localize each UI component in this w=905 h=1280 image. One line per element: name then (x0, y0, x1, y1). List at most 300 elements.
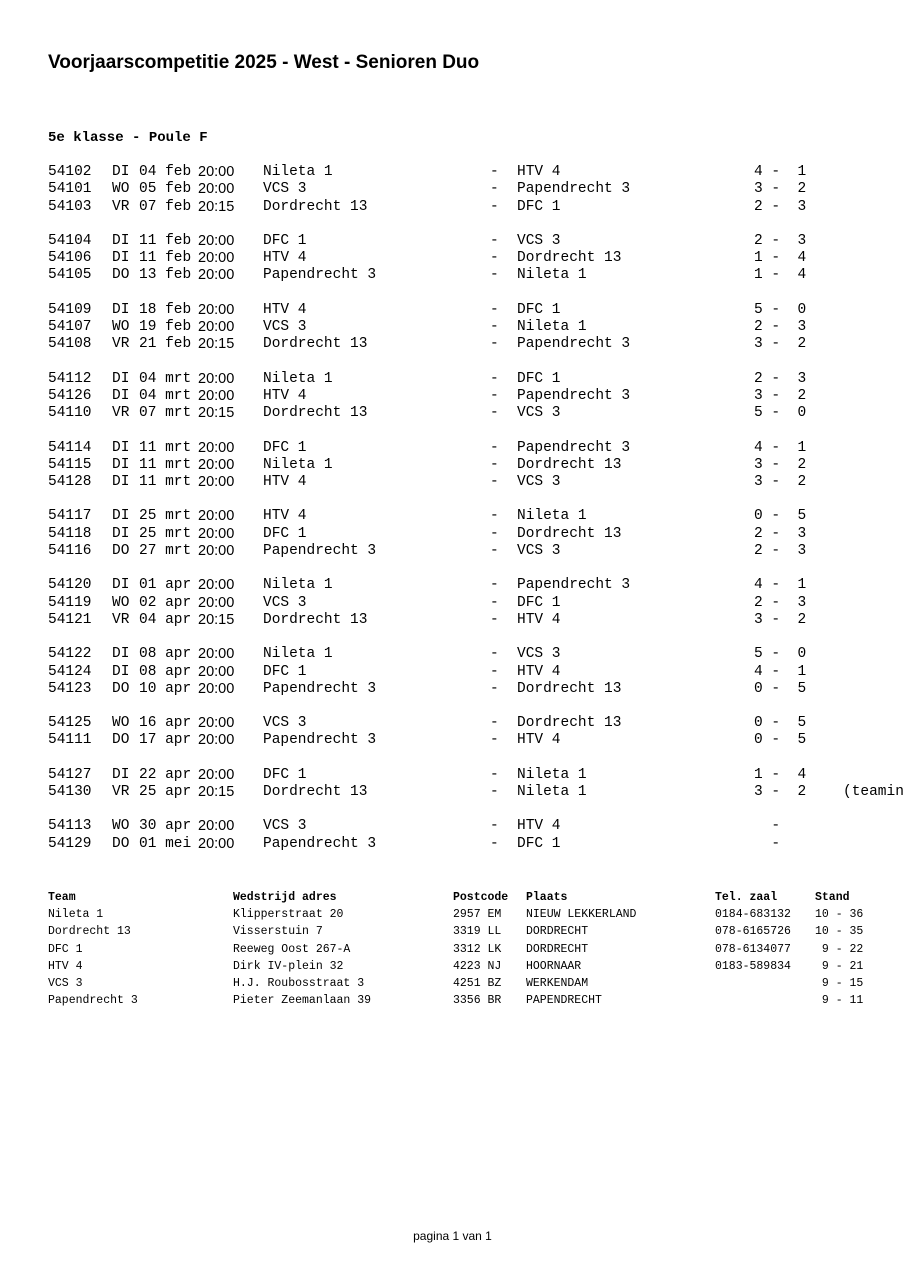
match-away-team: Nileta 1 (517, 319, 587, 336)
match-round (48, 818, 905, 853)
match-away-team: Dordrecht 13 (517, 715, 622, 732)
match-number: 54115 (48, 456, 92, 473)
match-number: 54110 (48, 405, 92, 422)
match-time: 20:00 (198, 232, 235, 249)
match-row (48, 371, 905, 388)
match-number: 54114 (48, 439, 92, 456)
match-home-team: HTV 4 (263, 250, 307, 267)
match-number: 54113 (48, 818, 92, 835)
match-time: 20:00 (198, 732, 235, 749)
match-score: 5 - 0 (754, 646, 807, 663)
match-away-team: HTV 4 (517, 164, 561, 180)
poule-heading: 5e klasse - Poule F (48, 130, 208, 146)
team-stand: 9 - 21 (815, 959, 864, 973)
match-time: 20:00 (198, 319, 235, 336)
match-score: 3 - 2 (754, 611, 807, 628)
match-home-team: Papendrecht 3 (263, 835, 377, 852)
match-separator: - (490, 715, 499, 732)
match-number: 54129 (48, 835, 92, 852)
match-home-team: HTV 4 (263, 387, 307, 404)
match-away-team: VCS 3 (517, 474, 561, 491)
match-date: 17 apr (139, 732, 192, 749)
match-score: 3 - 2 (754, 387, 807, 404)
team-postcode: 3312 LK (453, 942, 502, 956)
match-row (48, 526, 905, 543)
match-day: VR (112, 198, 130, 215)
match-away-team: Dordrecht 13 (517, 456, 622, 473)
match-number: 54111 (48, 732, 92, 749)
match-separator: - (490, 181, 499, 198)
match-separator: - (490, 766, 499, 783)
match-time: 20:00 (198, 250, 235, 267)
match-time: 20:15 (198, 784, 235, 801)
match-number: 54120 (48, 577, 92, 594)
match-score: 3 - 2 (754, 336, 807, 353)
match-day: VR (112, 405, 130, 422)
match-row (48, 784, 905, 801)
match-date: 10 apr (139, 680, 192, 697)
match-day: DI (112, 370, 130, 387)
match-date: 18 feb (139, 301, 192, 318)
match-separator: - (490, 164, 499, 180)
match-date: 27 mrt (139, 543, 192, 560)
match-home-team: VCS 3 (263, 319, 307, 336)
match-score: 2 - 3 (754, 370, 807, 387)
match-away-team: Papendrecht 3 (517, 577, 631, 594)
team-plaats: HOORNAAR (526, 959, 582, 973)
match-day: DO (112, 267, 130, 284)
match-number: 54105 (48, 267, 92, 284)
team-stand: 9 - 22 (815, 942, 864, 956)
match-round (48, 715, 905, 750)
match-day: VR (112, 784, 130, 801)
team-stand: 10 - 35 (815, 925, 864, 939)
match-number: 54125 (48, 715, 92, 732)
team-name: HTV 4 (48, 959, 83, 973)
match-day: DI (112, 301, 130, 318)
match-round (48, 164, 905, 216)
match-time: 20:00 (198, 267, 235, 284)
match-number: 54108 (48, 336, 92, 353)
match-number: 54112 (48, 370, 92, 387)
match-home-team: HTV 4 (263, 474, 307, 491)
match-score: 0 - 5 (754, 715, 807, 732)
team-adres: Reeweg Oost 267-A (233, 942, 351, 956)
match-separator: - (490, 405, 499, 422)
match-day: WO (112, 715, 130, 732)
match-time: 20:00 (198, 439, 235, 456)
match-day: DI (112, 456, 130, 473)
match-row (48, 767, 905, 784)
match-score: 2 - 3 (754, 232, 807, 249)
match-row (48, 664, 905, 681)
match-day: WO (112, 319, 130, 336)
team-adres: Dirk IV-plein 32 (233, 959, 344, 973)
team-row (48, 992, 905, 1009)
team-name: Dordrecht 13 (48, 925, 131, 939)
match-number: 54107 (48, 319, 92, 336)
match-day: VR (112, 611, 130, 628)
match-away-team: HTV 4 (517, 663, 561, 680)
team-name: VCS 3 (48, 976, 83, 990)
match-time: 20:00 (198, 525, 235, 542)
match-date: 04 mrt (139, 370, 192, 387)
match-home-team: DFC 1 (263, 766, 307, 783)
match-home-team: VCS 3 (263, 594, 307, 611)
match-home-team: Dordrecht 13 (263, 405, 368, 422)
match-separator: - (490, 646, 499, 663)
match-row (48, 595, 905, 612)
match-number: 54123 (48, 680, 92, 697)
match-day: DI (112, 766, 130, 783)
match-date: 08 apr (139, 646, 192, 663)
team-tel: 078-6165726 (715, 925, 791, 939)
match-away-team: Dordrecht 13 (517, 250, 622, 267)
team-adres: Visserstuin 7 (233, 925, 323, 939)
match-date: 11 mrt (139, 456, 192, 473)
match-date: 04 mrt (139, 387, 192, 404)
match-score: 1 - 4 (754, 250, 807, 267)
match-row (48, 164, 905, 181)
team-postcode: 4251 BZ (453, 976, 502, 990)
match-day: DO (112, 680, 130, 697)
match-score: 4 - 1 (754, 164, 807, 180)
match-away-team: DFC 1 (517, 835, 561, 852)
match-date: 11 mrt (139, 474, 192, 491)
team-name: DFC 1 (48, 942, 83, 956)
match-home-team: Dordrecht 13 (263, 336, 368, 353)
match-separator: - (490, 301, 499, 318)
team-plaats: DORDRECHT (526, 942, 589, 956)
match-day: DI (112, 250, 130, 267)
match-score: 1 - 4 (754, 766, 807, 783)
match-score: 0 - 5 (754, 732, 807, 749)
match-row (48, 646, 905, 663)
match-home-team: Papendrecht 3 (263, 543, 377, 560)
match-round (48, 371, 905, 423)
match-score: - (754, 835, 781, 852)
team-postcode: 4223 NJ (453, 959, 502, 973)
match-time: 20:00 (198, 474, 235, 491)
match-away-team: VCS 3 (517, 232, 561, 249)
match-time: 20:15 (198, 336, 235, 353)
match-home-team: HTV 4 (263, 301, 307, 318)
match-separator: - (490, 439, 499, 456)
team-stand: 9 - 11 (815, 994, 864, 1008)
header-postcode: Postcode (453, 891, 509, 904)
match-separator: - (490, 370, 499, 387)
match-date: 30 apr (139, 818, 192, 835)
match-time: 20:00 (198, 663, 235, 680)
team-row (48, 906, 905, 923)
team-row (48, 923, 905, 940)
match-day: DO (112, 543, 130, 560)
match-time: 20:00 (198, 456, 235, 473)
match-separator: - (490, 336, 499, 353)
team-stand: 10 - 36 (815, 908, 864, 922)
team-tel: 078-6134077 (715, 942, 791, 956)
match-date: 21 feb (139, 336, 192, 353)
match-away-team: HTV 4 (517, 732, 561, 749)
match-date: 01 mei (139, 835, 192, 852)
match-time: 20:15 (198, 611, 235, 628)
match-time: 20:00 (198, 715, 235, 732)
match-row (48, 181, 905, 198)
match-score: 3 - 2 (754, 784, 807, 801)
match-day: DI (112, 387, 130, 404)
match-time: 20:00 (198, 577, 235, 594)
match-separator: - (490, 387, 499, 404)
match-round (48, 233, 905, 285)
match-score: 2 - 3 (754, 594, 807, 611)
match-score: 2 - 3 (754, 319, 807, 336)
match-away-team: DFC 1 (517, 594, 561, 611)
match-date: 22 apr (139, 766, 192, 783)
match-away-team: DFC 1 (517, 370, 561, 387)
match-away-team: VCS 3 (517, 543, 561, 560)
page-title: Voorjaarscompetitie 2025 - West - Senioren Duo (48, 52, 480, 73)
match-time: 20:00 (198, 301, 235, 318)
match-row (48, 577, 905, 594)
team-name: Nileta 1 (48, 908, 104, 922)
match-away-team: Dordrecht 13 (517, 525, 622, 542)
match-date: 25 mrt (139, 525, 192, 542)
match-day: WO (112, 181, 130, 198)
match-time: 20:00 (198, 164, 235, 180)
match-home-team: Nileta 1 (263, 577, 333, 594)
match-home-team: Nileta 1 (263, 456, 333, 473)
match-home-team: Nileta 1 (263, 370, 333, 387)
match-home-team: Papendrecht 3 (263, 267, 377, 284)
match-row (48, 302, 905, 319)
match-row (48, 319, 905, 336)
match-away-team: HTV 4 (517, 611, 561, 628)
match-score: 3 - 2 (754, 181, 807, 198)
match-number: 54104 (48, 232, 92, 249)
team-table-header (48, 889, 905, 906)
match-round (48, 577, 905, 629)
match-score: 1 - 4 (754, 267, 807, 284)
header-team: Team (48, 891, 76, 904)
team-name: Papendrecht 3 (48, 994, 138, 1008)
match-day: WO (112, 594, 130, 611)
match-away-team: HTV 4 (517, 818, 561, 835)
match-date: 19 feb (139, 319, 192, 336)
team-tel: 0184-683132 (715, 908, 791, 922)
match-day: DI (112, 646, 130, 663)
match-number: 54121 (48, 611, 92, 628)
match-day: DI (112, 232, 130, 249)
match-round (48, 440, 905, 492)
match-time: 20:00 (198, 387, 235, 404)
match-schedule (48, 164, 905, 870)
match-day: DO (112, 835, 130, 852)
match-row (48, 543, 905, 560)
match-date: 04 feb (139, 164, 192, 180)
match-number: 54119 (48, 594, 92, 611)
match-separator: - (490, 577, 499, 594)
match-home-team: VCS 3 (263, 818, 307, 835)
match-number: 54106 (48, 250, 92, 267)
match-date: 02 apr (139, 594, 192, 611)
match-number: 54102 (48, 164, 92, 180)
header-tel: Tel. zaal (715, 891, 778, 904)
match-time: 20:00 (198, 835, 235, 852)
team-adres: Klipperstraat 20 (233, 908, 344, 922)
match-score: 0 - 5 (754, 680, 807, 697)
match-number: 54127 (48, 766, 92, 783)
match-score: - (754, 818, 781, 835)
match-number: 54130 (48, 784, 92, 801)
match-round (48, 508, 905, 560)
match-day: VR (112, 336, 130, 353)
match-separator: - (490, 508, 499, 525)
match-number: 54109 (48, 301, 92, 318)
match-number: 54122 (48, 646, 92, 663)
match-date: 25 apr (139, 784, 192, 801)
match-away-team: VCS 3 (517, 646, 561, 663)
page-footer: pagina 1 van 1 (413, 1229, 492, 1243)
match-day: WO (112, 818, 130, 835)
match-number: 54126 (48, 387, 92, 404)
match-separator: - (490, 232, 499, 249)
match-time: 20:00 (198, 646, 235, 663)
match-number: 54103 (48, 198, 92, 215)
match-time: 20:00 (198, 370, 235, 387)
match-away-team: Papendrecht 3 (517, 336, 631, 353)
match-row (48, 250, 905, 267)
match-time: 20:00 (198, 181, 235, 198)
team-row (48, 941, 905, 958)
match-away-team: Papendrecht 3 (517, 387, 631, 404)
match-round (48, 302, 905, 354)
team-plaats: WERKENDAM (526, 976, 589, 990)
match-home-team: DFC 1 (263, 232, 307, 249)
team-tel: 0183-589834 (715, 959, 791, 973)
match-date: 01 apr (139, 577, 192, 594)
match-separator: - (490, 319, 499, 336)
match-time: 20:00 (198, 508, 235, 525)
match-home-team: DFC 1 (263, 439, 307, 456)
match-number: 54117 (48, 508, 92, 525)
match-row (48, 405, 905, 422)
team-postcode: 2957 EM (453, 908, 502, 922)
team-plaats: DORDRECHT (526, 925, 589, 939)
match-separator: - (490, 732, 499, 749)
match-number: 54124 (48, 663, 92, 680)
match-separator: - (490, 543, 499, 560)
match-time: 20:00 (198, 594, 235, 611)
match-separator: - (490, 525, 499, 542)
match-score: 2 - 3 (754, 525, 807, 542)
match-separator: - (490, 611, 499, 628)
match-away-team: Papendrecht 3 (517, 439, 631, 456)
match-row (48, 715, 905, 732)
match-away-team: DFC 1 (517, 198, 561, 215)
header-adres: Wedstrijd adres (233, 891, 337, 904)
match-row (48, 732, 905, 749)
match-note: (teamin (843, 784, 904, 801)
team-postcode: 3319 LL (453, 925, 502, 939)
match-separator: - (490, 267, 499, 284)
match-separator: - (490, 818, 499, 835)
match-away-team: Dordrecht 13 (517, 680, 622, 697)
match-home-team: Nileta 1 (263, 646, 333, 663)
match-date: 11 mrt (139, 439, 192, 456)
match-row (48, 836, 905, 853)
match-date: 16 apr (139, 715, 192, 732)
match-home-team: HTV 4 (263, 508, 307, 525)
match-separator: - (490, 680, 499, 697)
match-number: 54118 (48, 525, 92, 542)
match-time: 20:00 (198, 818, 235, 835)
match-score: 3 - 2 (754, 456, 807, 473)
match-row (48, 508, 905, 525)
match-separator: - (490, 663, 499, 680)
match-date: 04 apr (139, 611, 192, 628)
match-round (48, 646, 905, 698)
team-plaats: NIEUW LEKKERLAND (526, 908, 637, 922)
match-separator: - (490, 835, 499, 852)
match-date: 11 feb (139, 250, 192, 267)
match-row (48, 440, 905, 457)
match-score: 4 - 1 (754, 663, 807, 680)
match-time: 20:15 (198, 198, 235, 215)
header-stand: Stand (815, 891, 850, 904)
match-row (48, 199, 905, 216)
match-round (48, 767, 905, 802)
team-row (48, 958, 905, 975)
match-score: 4 - 1 (754, 439, 807, 456)
team-plaats: PAPENDRECHT (526, 994, 602, 1008)
match-away-team: Nileta 1 (517, 766, 587, 783)
match-day: DO (112, 732, 130, 749)
match-home-team: Dordrecht 13 (263, 784, 368, 801)
match-away-team: Nileta 1 (517, 508, 587, 525)
match-row (48, 336, 905, 353)
match-home-team: Dordrecht 13 (263, 198, 368, 215)
match-separator: - (490, 784, 499, 801)
match-row (48, 388, 905, 405)
match-home-team: Papendrecht 3 (263, 680, 377, 697)
match-row (48, 267, 905, 284)
match-day: DI (112, 525, 130, 542)
match-home-team: Nileta 1 (263, 164, 333, 180)
match-date: 25 mrt (139, 508, 192, 525)
match-score: 4 - 1 (754, 577, 807, 594)
match-date: 08 apr (139, 663, 192, 680)
match-row (48, 233, 905, 250)
match-home-team: Dordrecht 13 (263, 611, 368, 628)
team-postcode: 3356 BR (453, 994, 502, 1008)
match-away-team: Nileta 1 (517, 267, 587, 284)
match-day: DI (112, 508, 130, 525)
match-away-team: Papendrecht 3 (517, 181, 631, 198)
match-number: 54128 (48, 474, 92, 491)
match-home-team: VCS 3 (263, 715, 307, 732)
team-adres: H.J. Roubosstraat 3 (233, 976, 365, 990)
match-row (48, 612, 905, 629)
match-date: 11 feb (139, 232, 192, 249)
match-day: DI (112, 164, 130, 180)
match-date: 05 feb (139, 181, 192, 198)
match-separator: - (490, 250, 499, 267)
match-score: 5 - 0 (754, 405, 807, 422)
match-score: 5 - 0 (754, 301, 807, 318)
match-home-team: DFC 1 (263, 525, 307, 542)
match-row (48, 457, 905, 474)
match-score: 2 - 3 (754, 543, 807, 560)
